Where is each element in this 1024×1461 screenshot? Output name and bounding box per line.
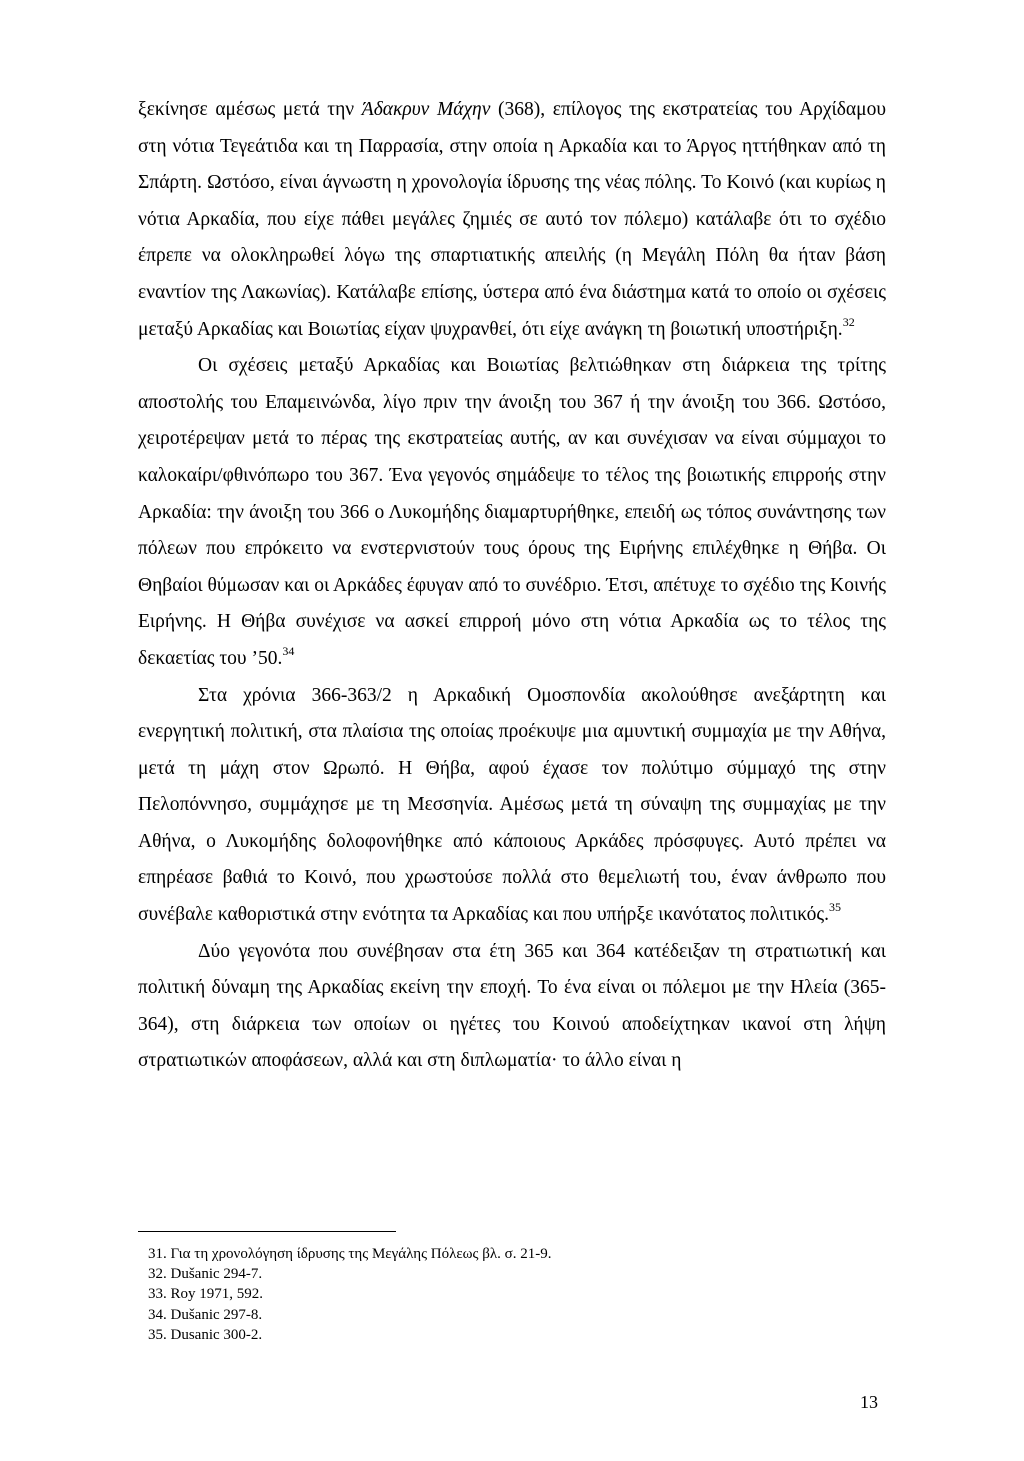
paragraph-text: (368), επίλογος της εκστρατείας του Αρχίδαμου στη νότια Τεγεάτιδα και τη Παρρασία, στην οποία η Αρκαδία και το Άργος ηττήθηκαν από τη Σπάρτη. Ωστόσο, είναι άγνωστη η χρονολογία ίδρυσης της νέας πόλης. Το Κοινό (και κυρίως η νότια Αρκαδία, που είχε πάθει μεγάλες ζημιές σε αυτό τον πόλεμο) κατάλαβε ότι το σχέδιο έπρεπε να ολοκληρωθεί λόγω της σπαρτιατικής απειλής (η Μεγάλη Πόλη θα ήταν βάση εναντίον της Λακωνίας). Κατάλαβε επίσης, ύστερα από ένα διάστημα κατά το οποίο οι σχέσεις μεταξύ Αρκαδίας και Βοιωτίας είχαν ψυχρανθεί, ότι είχε ανάγκη τη βοιωτική υποστήριξη.	[138, 99, 886, 340]
footnotes	[148, 1244, 848, 1345]
footnote-33: 33. Roy 1971, 592.	[148, 1286, 264, 1303]
footnote-reference: 32	[842, 314, 855, 329]
book-title: Άδακρυν Μάχην	[361, 99, 491, 120]
body-text	[138, 92, 886, 1080]
paragraph-text: ξεκίνησε αμέσως μετά την	[138, 99, 362, 120]
page-number: 13	[860, 1392, 878, 1412]
footnote-reference: 35	[828, 900, 841, 915]
footnote-31: 31. Για τη χρονολόγηση ίδρυσης της Μεγάλης Πόλεως βλ. σ. 21-9.	[148, 1246, 552, 1262]
paragraph-text: Δύο γεγονότα που συνέβησαν στα έτη 365 και 364 κατέδειξαν τη στρατιωτική και πολιτική δύναμη της Αρκαδίας εκείνη την εποχή. Το ένα είναι οι πόλεμοι με την Ηλεία (365-364), στη διάρκεια των οποίων οι ηγέτες του Κοινού αποδείχτηκαν ικανοί στη λήψη στρατιωτικών αποφάσεων, αλλά και στη διπλωματία· το άλλο είναι η	[138, 940, 886, 1072]
paragraph-text: Στα χρόνια 366-363/2 η Αρκαδική Ομοσπονδία ακολούθησε ανεξάρτητη και ενεργητική πολιτική, στα πλαίσια της οποίας προέκυψε μια αμυντική συμμαχία με την Αθήνα, μετά τη μάχη στον Ωρωπό. Η Θήβα, αφού έχασε τον πολύτιμο σύμμαχό της στην Πελοπόννησο, συμμάχησε με τη Μεσσηνία. Αμέσως μετά τη σύναψη της συμμαχίας με την Αθήνα, ο Λυκομήδης δολοφονήθηκε από κάποιους Αρκάδες πρόσφυγες. Αυτό πρέπει να επηρέασε βαθιά το Κοινό, που χρωστούσε πολλά στο θεμελιωτή του, έναν άνθρωπο που συνέβαλε καθοριστικά στην ενότητα τα Αρκαδίας και που υπήρξε ικανότατος πολιτικός.	[138, 684, 886, 926]
footnote-35: 35. Dusanic 300-2.	[148, 1326, 263, 1343]
paragraph	[138, 934, 886, 1080]
paragraph	[138, 678, 886, 934]
footnote-34: 34. Dušanic 297-8.	[148, 1306, 263, 1323]
footnote-reference: 34	[282, 643, 295, 658]
footnote-divider	[138, 1231, 396, 1232]
paragraph-text: Οι σχέσεις μεταξύ Αρκαδίας και Βοιωτίας βελτιώθηκαν στη διάρκεια της τρίτης αποστολής του Επαμεινώνδα, λίγο πριν την άνοιξη του 367 ή την άνοιξη του 366. Ωστόσο, χειροτέρεψαν μετά το πέρας της εκστρατείας αυτής, αν και συνέχισαν να είναι σύμμαχοι το καλοκαίρι/φθινόπωρο του 367. Ένα γεγονός σημάδεψε το τέλος της βοιωτικής επιρροής στην Αρκαδία: την άνοιξη του 366 ο Λυκομήδης διαμαρτυρήθηκε, επειδή ως τόπος συνάντησης των πόλεων που επρόκειτο να ενστερνιστούν τους όρους της Ειρήνης επιλέχθηκε η Θήβα. Οι Θηβαίοι θύμωσαν και οι Αρκάδες έφυγαν από το συνέδριο. Έτσι, απέτυχε το σχέδιο της Κοινής Ειρήνης. Η Θήβα συνέχισε να ασκεί επιρροή μόνο στη νότια Αρκαδία ως το τέλος της δεκαετίας του ’50.	[138, 355, 886, 669]
footnote-32: 32. Dušanic 294-7.	[148, 1266, 263, 1283]
paragraph	[138, 348, 886, 677]
paragraph	[138, 92, 886, 348]
